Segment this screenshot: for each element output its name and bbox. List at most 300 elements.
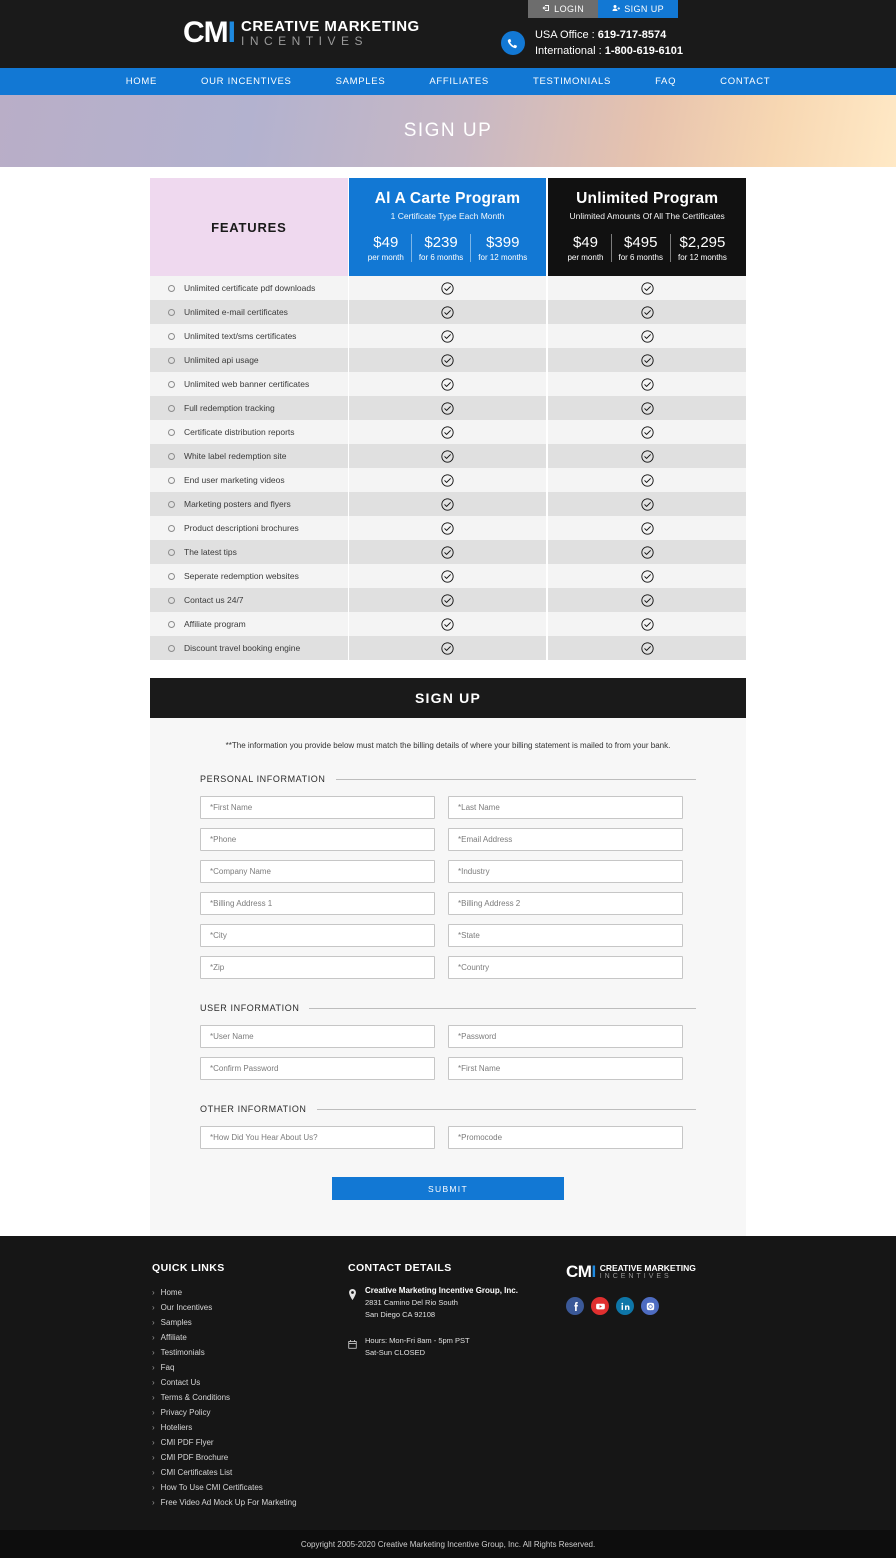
footer-link-label: Hoteliers (160, 1423, 193, 1432)
footer-link[interactable] (152, 1375, 348, 1390)
plan-a-title: Al A Carte Program (374, 190, 521, 207)
table-row (150, 468, 746, 492)
footer-link[interactable] (152, 1390, 348, 1405)
copyright-bar (0, 1530, 896, 1558)
footer-link[interactable] (152, 1435, 348, 1450)
plan-a-subtitle: 1 Certificate Type Each Month (390, 211, 505, 221)
signup-form-heading: SIGN UP (150, 678, 746, 718)
table-row (150, 324, 746, 348)
check-circle-icon (641, 474, 654, 487)
table-row (150, 636, 746, 660)
plan-a-price-12mo (470, 234, 534, 262)
check-circle-icon (441, 570, 454, 583)
plan-card-a-la-carte (349, 178, 547, 276)
plan-a-price-monthly-period: per month (367, 253, 404, 262)
how-did-you-hear-input[interactable] (200, 1126, 435, 1149)
usa-phone-line (535, 27, 683, 43)
footer-logo[interactable] (566, 1262, 746, 1282)
plan-a-cell (349, 372, 547, 396)
footer-link-label: Privacy Policy (160, 1408, 211, 1417)
chevron-right-icon: › (152, 1378, 155, 1387)
plan-b-cell (548, 540, 746, 564)
nav-item-affiliates[interactable]: AFFILIATES (429, 76, 489, 87)
plan-a-cell (349, 492, 547, 516)
plan-a-cell (349, 468, 547, 492)
plan-a-price-6mo (411, 234, 470, 262)
logo-mark (183, 16, 235, 50)
bullet-icon (168, 333, 175, 340)
plan-a-prices (349, 234, 547, 262)
feature-cell (150, 276, 348, 300)
login-tab-label: LOGIN (554, 4, 585, 14)
pricing-table (150, 178, 746, 660)
check-circle-icon (641, 618, 654, 631)
plan-b-prices (548, 234, 746, 262)
feature-cell (150, 300, 348, 324)
phone-input[interactable] (200, 828, 435, 851)
check-circle-icon (641, 594, 654, 607)
section-divider (309, 1008, 696, 1009)
table-row (150, 396, 746, 420)
feature-cell (150, 372, 348, 396)
pricing-header-row (150, 178, 746, 276)
nav-item-testimonials[interactable]: TESTIMONIALS (532, 76, 612, 87)
plan-a-cell (349, 348, 547, 372)
feature-label: Unlimited certificate pdf downloads (184, 283, 316, 293)
table-row (150, 492, 746, 516)
plan-a-price-6mo-period: for 6 months (418, 253, 464, 262)
feature-label: Product descriptioni brochures (184, 523, 299, 533)
features-header: FEATURES (150, 178, 348, 276)
address-block (348, 1285, 566, 1321)
feature-cell (150, 540, 348, 564)
logo-wordmark (241, 19, 420, 47)
plan-b-cell (548, 564, 746, 588)
usa-phone-number[interactable]: 619-717-8574 (597, 29, 667, 41)
plan-b-price-12mo (670, 234, 734, 262)
check-circle-icon (641, 306, 654, 319)
submit-button[interactable]: SUBMIT (332, 1177, 564, 1200)
check-circle-icon (441, 282, 454, 295)
table-row (150, 588, 746, 612)
plan-a-price-12mo-period: for 12 months (478, 253, 528, 262)
plan-a-cell (349, 444, 547, 468)
signup-billing-note: **The information you provide below must match the billing details of where your billing statement is mailed to from your bank. (225, 741, 671, 750)
site-header (0, 0, 896, 68)
quick-links-list (152, 1285, 348, 1510)
check-circle-icon (441, 642, 454, 655)
chevron-right-icon: › (152, 1318, 155, 1327)
plan-a-cell (349, 564, 547, 588)
bullet-icon (168, 597, 175, 604)
submit-row (150, 1177, 746, 1200)
header-phone-block (501, 27, 683, 59)
table-row (150, 444, 746, 468)
calendar-icon (348, 1337, 357, 1359)
footer-link-label: CMI PDF Flyer (160, 1438, 214, 1447)
field-group (200, 1025, 696, 1080)
signup-tab[interactable] (598, 0, 678, 18)
address-line-2: San Diego CA 92108 (365, 1310, 436, 1319)
feature-label: White label redemption site (184, 451, 287, 461)
site-footer (0, 1236, 896, 1530)
bullet-icon (168, 477, 175, 484)
feature-label: Unlimited api usage (184, 355, 259, 365)
check-circle-icon (441, 402, 454, 415)
chevron-right-icon: › (152, 1348, 155, 1357)
plan-b-cell (548, 444, 746, 468)
login-tab[interactable] (528, 0, 598, 18)
table-row (150, 348, 746, 372)
plan-b-cell (548, 276, 746, 300)
billing-address-2-input[interactable] (448, 892, 683, 915)
section-label-text: OTHER INFORMATION (200, 1104, 307, 1114)
footer-logo-line-1: CREATIVE MARKETING (599, 1262, 696, 1273)
plan-a-cell (349, 516, 547, 540)
logo-mark-cm: CM (183, 16, 228, 49)
nav-item-home[interactable]: HOME (125, 76, 158, 87)
footer-link[interactable] (152, 1300, 348, 1315)
intl-phone-label: International : (534, 45, 602, 57)
bullet-icon (168, 429, 175, 436)
feature-label: Discount travel booking engine (184, 643, 301, 653)
check-circle-icon (441, 594, 454, 607)
signup-tab-label: SIGN UP (624, 4, 664, 14)
check-circle-icon (441, 450, 454, 463)
email-address-input[interactable] (448, 828, 683, 851)
plan-b-subtitle: Unlimited Amounts Of All The Certificates (569, 211, 725, 221)
footer-link-label: How To Use CMI Certificates (160, 1483, 263, 1492)
field-group (200, 796, 696, 979)
linkedin-icon[interactable] (616, 1297, 634, 1315)
plan-b-cell (548, 348, 746, 372)
phone-numbers (535, 27, 683, 59)
bullet-icon (168, 525, 175, 532)
table-row (150, 516, 746, 540)
address-line-1: 2831 Camino Del Rio South (365, 1298, 458, 1307)
footer-logo-mark-i: I (591, 1262, 596, 1281)
check-circle-icon (641, 402, 654, 415)
plan-a-cell (349, 612, 547, 636)
contact-details-title: CONTACT DETAILS (348, 1262, 452, 1274)
section-divider (317, 1109, 696, 1110)
feature-label: Unlimited text/sms certificates (184, 331, 297, 341)
bullet-icon (168, 357, 175, 364)
section-label (200, 774, 696, 784)
check-circle-icon (441, 498, 454, 511)
feature-label: Contact us 24/7 (184, 595, 244, 605)
check-circle-icon (641, 330, 654, 343)
chevron-right-icon: › (152, 1408, 155, 1417)
intl-phone-number[interactable]: 1-800-619-6101 (604, 45, 683, 57)
footer-link-label: Testimonials (160, 1348, 205, 1357)
feature-label: End user marketing videos (184, 475, 285, 485)
plan-b-price-6mo-amount: $495 (624, 234, 658, 251)
nav-item-faq[interactable]: FAQ (655, 76, 677, 87)
section-divider (336, 779, 696, 780)
footer-link-label: CMI PDF Brochure (160, 1453, 229, 1462)
plan-b-cell (548, 612, 746, 636)
section-label-text: PERSONAL INFORMATION (200, 774, 326, 784)
quick-links-title: QUICK LINKS (152, 1262, 225, 1274)
facebook-icon[interactable] (566, 1297, 584, 1315)
chevron-right-icon: › (152, 1303, 155, 1312)
company-name: Creative Marketing Incentive Group, Inc. (365, 1286, 518, 1295)
plan-b-cell (548, 468, 746, 492)
feature-label: Unlimited web banner certificates (184, 379, 310, 389)
bullet-icon (168, 405, 175, 412)
hours-line-1: Hours: Mon-Fri 8am - 5pm PST (365, 1336, 470, 1345)
plan-card-unlimited (548, 178, 746, 276)
chevron-right-icon: › (152, 1393, 155, 1402)
section-label-text: USER INFORMATION (200, 1003, 300, 1013)
feature-label: Seperate redemption websites (184, 571, 299, 581)
footer-link[interactable] (152, 1465, 348, 1480)
bullet-icon (168, 381, 175, 388)
promocode-input[interactable] (448, 1126, 683, 1149)
footer-link-label: Home (160, 1288, 183, 1297)
plan-b-price-6mo (611, 234, 670, 262)
plan-b-cell (548, 492, 746, 516)
usa-phone-label: USA Office : (534, 29, 595, 41)
plan-b-title: Unlimited Program (576, 190, 719, 207)
footer-quick-links (150, 1262, 348, 1510)
footer-link-label: Faq (160, 1363, 175, 1372)
chevron-right-icon: › (152, 1468, 155, 1477)
footer-link-label: Our Incentives (160, 1303, 213, 1312)
bullet-icon (168, 621, 175, 628)
plan-b-cell (548, 396, 746, 420)
first-name-input[interactable] (200, 796, 435, 819)
page-body (0, 178, 896, 1236)
plan-b-price-12mo-amount: $2,295 (679, 234, 726, 251)
footer-logo-mark (566, 1262, 596, 1282)
industry-input[interactable] (448, 860, 683, 883)
feature-cell (150, 324, 348, 348)
company-name-input[interactable] (200, 860, 435, 883)
feature-label: Marketing posters and flyers (184, 499, 291, 509)
check-circle-icon (641, 450, 654, 463)
footer-contact-details (348, 1262, 566, 1510)
feature-cell (150, 468, 348, 492)
check-circle-icon (641, 546, 654, 559)
password-input[interactable] (448, 1025, 683, 1048)
plan-a-cell (349, 396, 547, 420)
table-row (150, 276, 746, 300)
footer-link[interactable] (152, 1405, 348, 1420)
user-name-input[interactable] (200, 1025, 435, 1048)
map-pin-icon (348, 1287, 357, 1321)
page-title: SIGN UP (403, 120, 493, 141)
auth-tabs (528, 0, 678, 18)
plan-b-price-6mo-period: for 6 months (618, 253, 663, 262)
plan-b-cell (548, 636, 746, 660)
logo-line-2: INCENTIVES (241, 33, 369, 48)
plan-b-price-monthly-period: per month (567, 253, 604, 262)
footer-logo-line-2: INCENTIVES (599, 1272, 672, 1280)
logo-mark-i: I (227, 16, 235, 49)
footer-link[interactable] (152, 1495, 348, 1510)
check-circle-icon (641, 522, 654, 535)
plan-b-price-monthly-amount: $49 (572, 234, 598, 251)
feature-cell (150, 420, 348, 444)
chevron-right-icon: › (152, 1423, 155, 1432)
nav-item-our-incentives[interactable]: OUR INCENTIVES (201, 76, 292, 87)
feature-cell (150, 396, 348, 420)
plan-b-cell (548, 588, 746, 612)
state-input[interactable] (448, 924, 683, 947)
login-icon (542, 0, 550, 18)
field-group (200, 1126, 696, 1149)
check-circle-icon (441, 330, 454, 343)
bullet-icon (168, 501, 175, 508)
hours-block (348, 1335, 566, 1359)
check-circle-icon (441, 618, 454, 631)
footer-link[interactable] (152, 1285, 348, 1300)
footer-link-label: CMI Certificates List (160, 1468, 233, 1477)
site-logo[interactable] (183, 16, 420, 50)
billing-address-1-input[interactable] (200, 892, 435, 915)
zip-input[interactable] (200, 956, 435, 979)
chevron-right-icon: › (152, 1363, 155, 1372)
confirm-password-input[interactable] (200, 1057, 435, 1080)
plan-a-cell (349, 636, 547, 660)
nav-item-contact[interactable]: CONTACT (720, 76, 771, 87)
bullet-icon (168, 573, 175, 580)
plan-a-price-monthly (361, 234, 411, 262)
footer-link[interactable] (152, 1450, 348, 1465)
plan-b-cell (548, 324, 746, 348)
pricing-rows (150, 276, 746, 660)
bullet-icon (168, 453, 175, 460)
check-circle-icon (641, 354, 654, 367)
footer-link[interactable] (152, 1360, 348, 1375)
feature-cell (150, 636, 348, 660)
main-navigation (0, 68, 896, 95)
user-first-name-input[interactable] (448, 1057, 683, 1080)
feature-cell (150, 444, 348, 468)
social-links (566, 1297, 746, 1315)
footer-link-label: Contact Us (160, 1378, 201, 1387)
signup-form-sections (150, 774, 746, 1149)
check-circle-icon (441, 426, 454, 439)
footer-link[interactable] (152, 1420, 348, 1435)
table-row (150, 540, 746, 564)
chevron-right-icon: › (152, 1288, 155, 1297)
table-row (150, 372, 746, 396)
bullet-icon (168, 309, 175, 316)
plan-a-price-12mo-amount: $399 (486, 234, 520, 251)
feature-cell (150, 516, 348, 540)
feature-label: Unlimited e-mail certificates (184, 307, 288, 317)
feature-cell (150, 492, 348, 516)
hours-line-2: Sat-Sun CLOSED (365, 1348, 426, 1357)
chevron-right-icon: › (152, 1453, 155, 1462)
check-circle-icon (641, 498, 654, 511)
footer-link[interactable] (152, 1480, 348, 1495)
check-circle-icon (441, 354, 454, 367)
check-circle-icon (441, 378, 454, 391)
check-circle-icon (441, 306, 454, 319)
hero-banner (0, 95, 896, 167)
plan-b-cell (548, 516, 746, 540)
feature-label: Certificate distribution reports (184, 427, 295, 437)
plan-a-cell (349, 276, 547, 300)
footer-link[interactable] (152, 1345, 348, 1360)
last-name-input[interactable] (448, 796, 683, 819)
country-input[interactable] (448, 956, 683, 979)
check-circle-icon (641, 642, 654, 655)
plan-b-price-12mo-period: for 12 months (677, 253, 727, 262)
feature-cell (150, 612, 348, 636)
check-circle-icon (441, 474, 454, 487)
plan-a-price-6mo-amount: $239 (424, 234, 458, 251)
chevron-right-icon: › (152, 1438, 155, 1447)
bullet-icon (168, 285, 175, 292)
instagram-icon[interactable] (641, 1297, 659, 1315)
plan-a-cell (349, 588, 547, 612)
table-row (150, 420, 746, 444)
footer-link[interactable] (152, 1315, 348, 1330)
footer-brand (566, 1262, 746, 1510)
chevron-right-icon: › (152, 1483, 155, 1492)
check-circle-icon (641, 570, 654, 583)
section-label (200, 1104, 696, 1114)
bullet-icon (168, 549, 175, 556)
feature-label: Affiliate program (184, 619, 246, 629)
table-row (150, 612, 746, 636)
plan-a-cell (349, 540, 547, 564)
youtube-icon[interactable] (591, 1297, 609, 1315)
plan-a-cell (349, 420, 547, 444)
footer-link-label: Free Video Ad Mock Up For Marketing (160, 1498, 297, 1507)
footer-link-label: Samples (160, 1318, 192, 1327)
plan-b-price-monthly (560, 234, 610, 262)
chevron-right-icon: › (152, 1498, 155, 1507)
plan-b-cell (548, 300, 746, 324)
check-circle-icon (441, 522, 454, 535)
footer-link[interactable] (152, 1330, 348, 1345)
city-input[interactable] (200, 924, 435, 947)
bullet-icon (168, 645, 175, 652)
chevron-right-icon: › (152, 1333, 155, 1342)
footer-link-label: Affiliate (160, 1333, 187, 1342)
plan-a-price-monthly-amount: $49 (373, 234, 399, 251)
feature-label: The latest tips (184, 547, 237, 557)
copyright-text: Copyright 2005-2020 Creative Marketing Incentive Group, Inc. All Rights Reserved. (300, 1539, 596, 1549)
footer-logo-mark-cm: CM (566, 1262, 592, 1281)
table-row (150, 564, 746, 588)
plan-a-cell (349, 300, 547, 324)
check-circle-icon (641, 378, 654, 391)
signup-form-section (150, 678, 746, 1236)
check-circle-icon (641, 426, 654, 439)
logo-line-1: CREATIVE MARKETING (241, 17, 420, 35)
nav-item-samples[interactable]: SAMPLES (335, 76, 386, 87)
footer-link-label: Terms & Conditions (160, 1393, 231, 1402)
plan-b-cell (548, 420, 746, 444)
plan-b-cell (548, 372, 746, 396)
user-plus-icon (612, 0, 620, 18)
table-row (150, 300, 746, 324)
section-label (200, 1003, 696, 1013)
feature-cell (150, 348, 348, 372)
intl-phone-line (535, 43, 683, 59)
check-circle-icon (641, 282, 654, 295)
phone-icon (501, 31, 525, 55)
check-circle-icon (441, 546, 454, 559)
plan-a-cell (349, 324, 547, 348)
